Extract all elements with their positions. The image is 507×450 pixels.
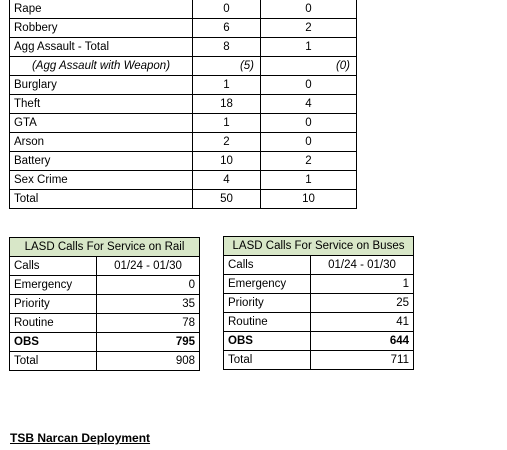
bus-calls-row	[224, 351, 414, 370]
rail-calls-row-label: Total	[10, 352, 97, 371]
crime-count-b: 2	[261, 19, 357, 38]
bus-calls-row-value: 1	[311, 275, 414, 294]
crime-count-b: 2	[261, 152, 357, 171]
bus-calls-row	[224, 313, 414, 332]
crime-stats-table	[9, 0, 357, 209]
crime-row	[10, 95, 357, 114]
rail-calls-row-value: 795	[97, 333, 200, 352]
crime-count-b: 0	[261, 76, 357, 95]
rail-calls-row-value: 78	[97, 314, 200, 333]
bus-calls-row	[224, 332, 414, 351]
crime-label: Agg Assault - Total	[10, 38, 193, 57]
crime-count-a: 10	[193, 152, 261, 171]
bus-calls-table	[223, 236, 414, 370]
crime-count-b: 1	[261, 171, 357, 190]
bus-calls-period: 01/24 - 01/30	[311, 256, 414, 275]
crime-count-a: 0	[193, 0, 261, 19]
bus-calls-row-label: OBS	[224, 332, 311, 351]
crime-count-a: 4	[193, 171, 261, 190]
rail-calls-row-value: 35	[97, 295, 200, 314]
narcan-deployment-heading: TSB Narcan Deployment	[10, 431, 151, 445]
crime-count-a: 18	[193, 95, 261, 114]
bus-calls-column-label: Calls	[224, 256, 311, 275]
bus-calls-title: LASD Calls For Service on Buses	[224, 237, 414, 256]
crime-count-b: 10	[261, 190, 357, 209]
bus-calls-row-label: Routine	[224, 313, 311, 332]
crime-row	[10, 38, 357, 57]
crime-stats-body	[10, 0, 357, 209]
rail-calls-column-row	[10, 257, 200, 276]
bus-calls-row-label: Emergency	[224, 275, 311, 294]
crime-label: Burglary	[10, 76, 193, 95]
crime-label: Rape	[10, 0, 193, 19]
crime-count-a: 1	[193, 114, 261, 133]
crime-count-a: 6	[193, 19, 261, 38]
crime-label: Battery	[10, 152, 193, 171]
crime-count-b: 1	[261, 38, 357, 57]
crime-count-a: 2	[193, 133, 261, 152]
rail-calls-row-value: 908	[97, 352, 200, 371]
crime-label: Theft	[10, 95, 193, 114]
bus-calls-row-label: Total	[224, 351, 311, 370]
rail-calls-row	[10, 276, 200, 295]
crime-row	[10, 152, 357, 171]
rail-calls-column-label: Calls	[10, 257, 97, 276]
bus-calls-row-value: 41	[311, 313, 414, 332]
rail-calls-row	[10, 314, 200, 333]
crime-count-a: 8	[193, 38, 261, 57]
crime-count-a: 50	[193, 190, 261, 209]
rail-calls-row	[10, 352, 200, 371]
crime-label: GTA	[10, 114, 193, 133]
crime-row	[10, 19, 357, 38]
bus-calls-title-row	[224, 237, 414, 256]
rail-calls-row-label: OBS	[10, 333, 97, 352]
bus-calls-row	[224, 294, 414, 313]
crime-row	[10, 57, 357, 76]
rail-calls-title: LASD Calls For Service on Rail	[10, 238, 200, 257]
crime-row	[10, 190, 357, 209]
crime-label: Total	[10, 190, 193, 209]
crime-count-a: (5)	[193, 57, 261, 76]
rail-calls-row	[10, 295, 200, 314]
crime-row	[10, 171, 357, 190]
rail-calls-row-value: 0	[97, 276, 200, 295]
crime-count-b: (0)	[261, 57, 357, 76]
rail-calls-period: 01/24 - 01/30	[97, 257, 200, 276]
crime-label: Sex Crime	[10, 171, 193, 190]
bus-calls-row	[224, 275, 414, 294]
bus-calls-column-row	[224, 256, 414, 275]
crime-row	[10, 114, 357, 133]
rail-calls-row-label: Routine	[10, 314, 97, 333]
crime-count-a: 1	[193, 76, 261, 95]
crime-count-b: 4	[261, 95, 357, 114]
crime-count-b: 0	[261, 114, 357, 133]
rail-calls-row	[10, 333, 200, 352]
bus-calls-row-label: Priority	[224, 294, 311, 313]
crime-count-b: 0	[261, 133, 357, 152]
bus-calls-row-value: 711	[311, 351, 414, 370]
crime-row	[10, 133, 357, 152]
crime-count-b: 0	[261, 0, 357, 19]
rail-calls-row-label: Priority	[10, 295, 97, 314]
rail-calls-table	[9, 237, 200, 371]
crime-row	[10, 0, 357, 19]
rail-calls-title-row	[10, 238, 200, 257]
rail-calls-row-label: Emergency	[10, 276, 97, 295]
bus-calls-row-value: 25	[311, 294, 414, 313]
crime-row	[10, 76, 357, 95]
crime-label: Robbery	[10, 19, 193, 38]
crime-label: (Agg Assault with Weapon)	[10, 57, 193, 76]
crime-label: Arson	[10, 133, 193, 152]
bus-calls-row-value: 644	[311, 332, 414, 351]
